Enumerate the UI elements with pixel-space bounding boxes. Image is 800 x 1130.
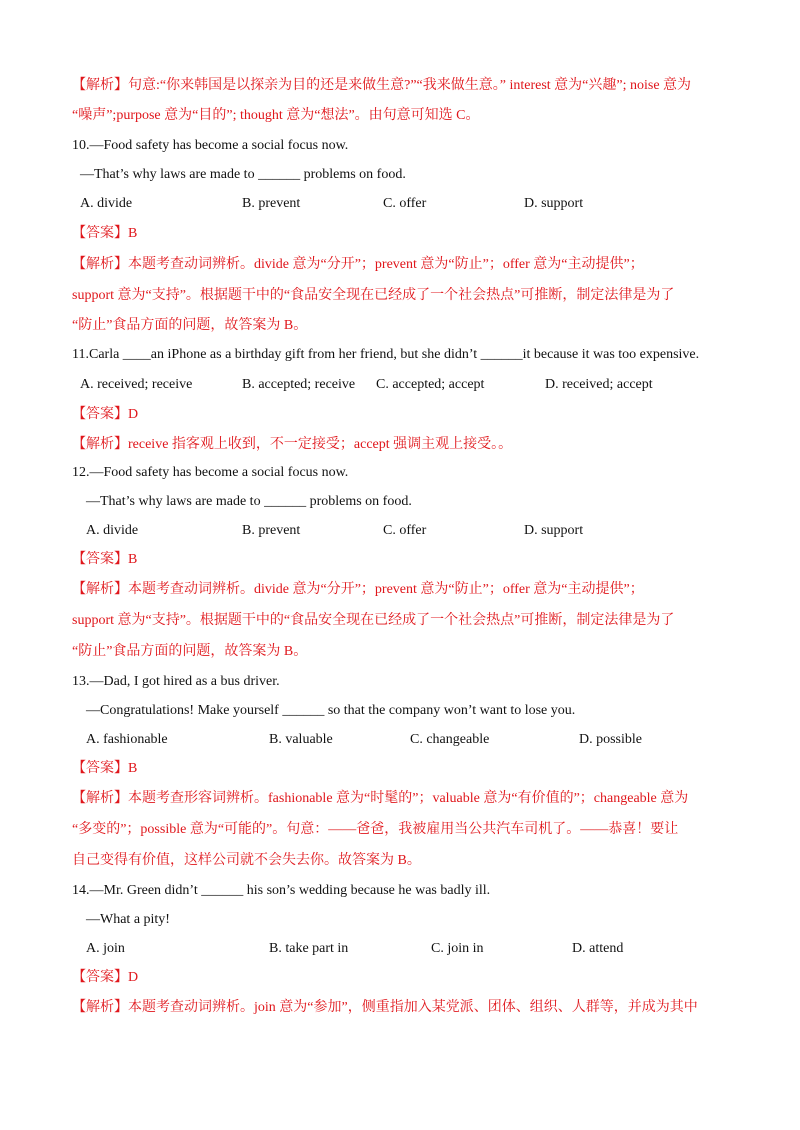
q10-option-d: D. support	[524, 196, 584, 211]
q11-stem: 11.Carla ____an iPhone as a birthday gift from her friend, but she didn’t ______it because it was too expensive.	[72, 347, 700, 362]
q13-explanation-line-2: “多变的”；possible 意为“可能的”。句意：——爸爸，我被雇用当公共汽车司机了。——恭喜！要让	[72, 822, 679, 837]
q12-option-b: B. prevent	[242, 523, 301, 538]
q14-option-b: B. take part in	[269, 941, 349, 956]
q11-option-d: D. received; accept	[545, 377, 653, 392]
q12-reply: —That’s why laws are made to ______ problems on food.	[86, 494, 412, 509]
q12-option-a: A. divide	[86, 523, 139, 538]
q13-option-c: C. changeable	[410, 732, 490, 747]
q12-explanation-line-3: “防止”食品方面的问题，故答案为 B。	[72, 644, 308, 659]
q10-option-b: B. prevent	[242, 196, 301, 211]
q11-answer: 【答案】D	[72, 407, 139, 422]
q13-stem: 13.—Dad, I got hired as a bus driver.	[72, 674, 280, 689]
q10-explanation-line-1: 【解析】本题考查动词辨析。divide 意为“分开”；prevent 意为“防止”；offer 意为“主动提供”；	[72, 257, 644, 272]
q10-option-a: A. divide	[80, 196, 133, 211]
q14-explanation-line-1: 【解析】本题考查动词辨析。join 意为“参加”，侧重指加入某党派、团体、组织、人群等，并成为其中	[72, 1000, 698, 1015]
q10-reply: —That’s why laws are made to ______ problems on food.	[80, 167, 406, 182]
q10-option-c: C. offer	[383, 196, 427, 211]
q13-reply: —Congratulations! Make yourself ______ so that the company won’t want to lose you.	[86, 703, 576, 718]
q13-option-b: B. valuable	[269, 732, 333, 747]
q12-stem: 12.—Food safety has become a social focus now.	[72, 465, 349, 480]
q14-option-a: A. join	[86, 941, 125, 956]
q12-answer: 【答案】B	[72, 552, 138, 567]
q13-option-d: D. possible	[579, 732, 642, 747]
q9-explanation-line-1: 【解析】句意:“你来韩国是以探亲为目的还是来做生意?”“我来做生意。” interest 意为“兴趣”; noise 意为	[72, 78, 692, 93]
q12-explanation-line-1: 【解析】本题考查动词辨析。divide 意为“分开”；prevent 意为“防止”；offer 意为“主动提供”；	[72, 582, 644, 597]
q14-stem: 14.—Mr. Green didn’t ______ his son’s wedding because he was badly ill.	[72, 883, 491, 898]
q13-option-a: A. fashionable	[86, 732, 168, 747]
q13-explanation-line-3: 自己变得有价值，这样公司就不会失去你。故答案为 B。	[72, 853, 421, 868]
q12-option-c: C. offer	[383, 523, 427, 538]
q10-answer: 【答案】B	[72, 226, 138, 241]
q10-explanation-line-3: “防止”食品方面的问题，故答案为 B。	[72, 318, 308, 333]
q11-option-b: B. accepted; receive	[242, 377, 356, 392]
q13-explanation-line-1: 【解析】本题考查形容词辨析。fashionable 意为“时髦的”；valuable 意为“有价值的”；changeable 意为	[72, 791, 689, 806]
q12-option-d: D. support	[524, 523, 584, 538]
q10-explanation-line-2: support 意为“支持”。根据题干中的“食品安全现在已经成了一个社会热点”可推断，制定法律是为了	[72, 288, 675, 303]
q9-explanation-line-2: “噪声”;purpose 意为“目的”; thought 意为“想法”。由句意可知选 C。	[72, 108, 480, 123]
q10-stem: 10.—Food safety has become a social focus now.	[72, 138, 349, 153]
q14-option-d: D. attend	[572, 941, 624, 956]
q11-explanation-line-1: 【解析】receive 指客观上收到，不一定接受；accept 强调主观上接受。。	[72, 437, 513, 452]
q14-reply: —What a pity!	[86, 912, 170, 927]
q13-answer: 【答案】B	[72, 761, 138, 776]
q14-option-c: C. join in	[431, 941, 484, 956]
q14-answer: 【答案】D	[72, 970, 139, 985]
q12-explanation-line-2: support 意为“支持”。根据题干中的“食品安全现在已经成了一个社会热点”可推断，制定法律是为了	[72, 613, 675, 628]
q11-option-c: C. accepted; accept	[376, 377, 485, 392]
q11-option-a: A. received; receive	[80, 377, 193, 392]
